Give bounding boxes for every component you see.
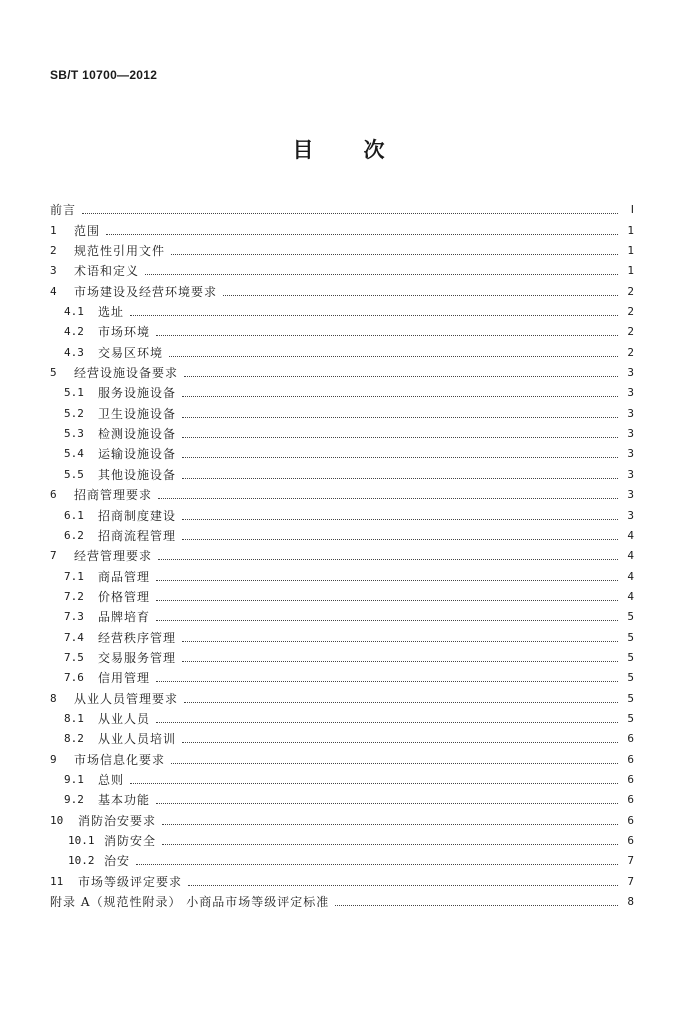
dot-leader (182, 396, 618, 397)
toc-entry-number: 4.3 (64, 345, 84, 359)
toc-entry-number: 5.5 (64, 467, 84, 481)
page-title: 目次 (292, 137, 435, 162)
toc-entry-page: 4 (627, 569, 634, 583)
toc-entry-label: 总则 (98, 772, 125, 787)
toc-entry-page: 3 (627, 508, 634, 522)
toc-entry-label: 检测设施设备 (98, 427, 177, 442)
toc-entry-label: 范围 (74, 223, 101, 238)
toc-entry (50, 563, 634, 583)
dot-leader (162, 844, 618, 845)
toc-entry-label: 市场等级评定要求 (78, 874, 183, 889)
toc-entry-label: 市场建设及经营环境要求 (74, 284, 218, 299)
toc-entry-label: 商品管理 (98, 569, 151, 584)
toc-entry-page: 8 (627, 895, 634, 909)
toc-entry-label: 交易区环境 (98, 345, 164, 360)
dot-leader (182, 478, 618, 479)
toc-entry-label: 术语和定义 (74, 264, 140, 279)
toc-entry-page: 2 (627, 325, 634, 339)
dot-leader (182, 457, 618, 458)
toc-entry-number: 9 (50, 752, 57, 766)
dot-leader (184, 376, 618, 377)
toc-entry-number: 4.1 (64, 305, 84, 319)
toc-entry-number: 4.2 (64, 325, 84, 339)
toc-entry (50, 543, 634, 563)
toc-entry-label: 招商流程管理 (98, 528, 177, 543)
toc-entry-label: 经营管理要求 (74, 549, 153, 564)
toc-entry (50, 421, 634, 441)
toc-entry-number: 7.5 (64, 650, 84, 664)
toc-entry (50, 441, 634, 461)
toc-entry-number: 1 (50, 223, 57, 237)
toc-entry-number: 10.1 (68, 834, 95, 847)
dot-leader (156, 335, 618, 336)
toc-entry-label: 消防治安要求 (78, 813, 157, 828)
toc-entry-page: 6 (627, 772, 634, 786)
dot-leader (158, 498, 618, 499)
toc-entry (50, 400, 634, 420)
toc-entry-label: 从业人员 (98, 711, 151, 726)
dot-leader (182, 519, 618, 520)
toc-entry-number: 8 (50, 691, 57, 705)
toc-entry-number: 6.2 (64, 528, 84, 542)
toc-entry-number: 10 (50, 813, 64, 827)
toc-entry-number: 5.4 (64, 447, 84, 461)
toc-entry-page: 6 (627, 793, 634, 807)
toc-entry (50, 604, 634, 624)
toc-entry-number: 4 (50, 284, 57, 298)
toc-entry (50, 584, 634, 604)
toc-entry-label: 从业人员管理要求 (74, 691, 179, 706)
toc-entry-number: 8.1 (64, 711, 84, 725)
toc-entry-page: 6 (627, 813, 634, 827)
toc-entry-label: 卫生设施设备 (98, 406, 177, 421)
dot-leader (130, 783, 618, 784)
toc-entry (50, 258, 634, 278)
toc-entry (50, 746, 634, 766)
toc-entry-label: 前言 (50, 203, 77, 218)
dot-leader (182, 641, 618, 642)
toc-entry (50, 197, 634, 217)
toc-entry-number: 5 (50, 366, 57, 380)
toc-entry-label: 招商制度建设 (98, 508, 177, 523)
toc-entry-page: 5 (627, 711, 634, 725)
toc-entry (50, 299, 634, 319)
toc-entry-label: 消防安全 (104, 834, 157, 848)
toc-entry-number: 7.3 (64, 610, 84, 624)
toc-entry-page: 5 (627, 691, 634, 705)
dot-leader (106, 234, 618, 235)
dot-leader (145, 274, 618, 275)
toc-entry-page: 1 (627, 223, 634, 237)
dot-leader (136, 864, 618, 865)
toc-entry-page: 6 (627, 732, 634, 746)
dot-leader (171, 763, 618, 764)
toc-entry-number: 9.2 (64, 793, 84, 807)
toc-entry-page: 1 (627, 244, 634, 258)
dot-leader (156, 803, 618, 804)
dot-leader (156, 681, 618, 682)
dot-leader (162, 824, 618, 825)
toc-entry-number: 5.1 (64, 386, 84, 400)
dot-leader (130, 315, 618, 316)
toc-entry (50, 665, 634, 685)
toc-entry-label: 治安 (104, 854, 131, 869)
toc-entry-number: 7.6 (64, 671, 84, 685)
toc-entry-label: 价格管理 (98, 589, 151, 604)
dot-leader (82, 213, 618, 214)
standard-code: SB/T 10700—2012 (50, 68, 158, 82)
toc-entry-number: 8.2 (64, 732, 84, 746)
dot-leader (156, 580, 618, 581)
toc-entry (50, 706, 634, 726)
toc-entry-label: 市场信息化要求 (74, 752, 166, 767)
dot-leader (184, 702, 618, 703)
toc-entry-number: 7.1 (64, 569, 84, 583)
dot-leader (335, 905, 618, 906)
toc-entry-page: 5 (627, 650, 634, 664)
toc-entry-page: 5 (627, 610, 634, 624)
toc-entry-page: 3 (627, 427, 634, 441)
toc-entry-label: 运输设施设备 (98, 447, 177, 462)
dot-leader (156, 620, 618, 621)
toc-entry-number: 7.4 (64, 630, 84, 644)
dot-leader (169, 356, 618, 357)
dot-leader (182, 742, 618, 743)
toc-entry (50, 278, 634, 298)
toc-entry-page: 6 (627, 752, 634, 766)
toc-entry-page: 3 (627, 366, 634, 380)
toc-entry-label: 基本功能 (98, 793, 151, 808)
toc-entry (50, 360, 634, 380)
toc-entry-page: 3 (627, 406, 634, 420)
toc-entry (50, 685, 634, 705)
toc-entry-label: 招商管理要求 (74, 488, 153, 503)
toc-entry-number: 2 (50, 244, 57, 258)
toc-entry-number: 7 (50, 549, 57, 563)
toc-entry (50, 889, 634, 909)
toc-entry (50, 461, 634, 481)
toc-entry-page: 6 (627, 834, 634, 847)
toc-entry (50, 848, 634, 868)
toc-entry-number: 11 (50, 874, 64, 888)
toc-entry-page: 3 (627, 447, 634, 461)
toc-entry (50, 767, 634, 787)
toc-entry-number: 5.3 (64, 427, 84, 441)
toc-entry-page: 2 (627, 345, 634, 359)
dot-leader (171, 254, 618, 255)
toc-entry-page: 5 (627, 630, 634, 644)
toc-entry (50, 339, 634, 359)
toc-entry-page: 3 (627, 386, 634, 400)
toc-entry-page: 3 (627, 488, 634, 502)
dot-leader (182, 661, 618, 662)
toc-entry (50, 807, 634, 827)
toc-entry-label: 交易服务管理 (98, 650, 177, 665)
dot-leader (156, 600, 618, 601)
toc-entry-label: 规范性引用文件 (74, 244, 166, 259)
toc-entry-page: Ⅰ (630, 203, 634, 217)
dot-leader (223, 295, 618, 296)
dot-leader (156, 722, 618, 723)
toc-entry-number: 7.2 (64, 589, 84, 603)
toc-entry (50, 624, 634, 644)
toc-entry-label: 从业人员培训 (98, 732, 177, 747)
toc-entry-page: 2 (627, 284, 634, 298)
toc-entry-page: 4 (627, 589, 634, 603)
dot-leader (188, 885, 618, 886)
toc-entry-page: 2 (627, 305, 634, 319)
toc-entry-page: 4 (627, 528, 634, 542)
toc-entry (50, 217, 634, 237)
toc-entry-number: 10.2 (68, 854, 95, 868)
toc-entry-page: 7 (627, 874, 634, 888)
toc-entry (50, 238, 634, 258)
dot-leader (182, 417, 618, 418)
toc-entry-label: 经营设施设备要求 (74, 366, 179, 381)
toc-entry-label: 信用管理 (98, 671, 151, 686)
toc-entry-page: 1 (627, 264, 634, 278)
toc-entry-label: 附录 A（规范性附录） 小商品市场等级评定标准 (50, 895, 330, 910)
toc-entry (50, 523, 634, 543)
toc-entry (50, 502, 634, 522)
toc-entry-number: 5.2 (64, 406, 84, 420)
toc-entry-page: 5 (627, 671, 634, 685)
table-of-contents (50, 197, 634, 909)
toc-entry (50, 787, 634, 807)
toc-entry (50, 645, 634, 665)
toc-entry-label: 服务设施设备 (98, 386, 177, 401)
toc-entry (50, 319, 634, 339)
toc-entry-label: 经营秩序管理 (98, 630, 177, 645)
toc-entry (50, 482, 634, 502)
toc-entry (50, 828, 634, 848)
toc-entry (50, 868, 634, 888)
toc-entry (50, 380, 634, 400)
dot-leader (158, 559, 618, 560)
toc-entry-page: 7 (627, 854, 634, 868)
toc-entry-label: 选址 (98, 305, 125, 320)
toc-entry-label: 其他设施设备 (98, 467, 177, 482)
toc-entry-number: 6.1 (64, 508, 84, 522)
dot-leader (182, 539, 618, 540)
toc-entry-number: 6 (50, 488, 57, 502)
dot-leader (182, 437, 618, 438)
toc-entry-number: 9.1 (64, 772, 84, 786)
toc-entry-number: 3 (50, 264, 57, 278)
toc-entry-page: 4 (627, 549, 634, 563)
toc-entry (50, 726, 634, 746)
toc-entry-label: 品牌培育 (98, 610, 151, 625)
toc-entry-page: 3 (627, 467, 634, 481)
toc-entry-label: 市场环境 (98, 325, 151, 340)
